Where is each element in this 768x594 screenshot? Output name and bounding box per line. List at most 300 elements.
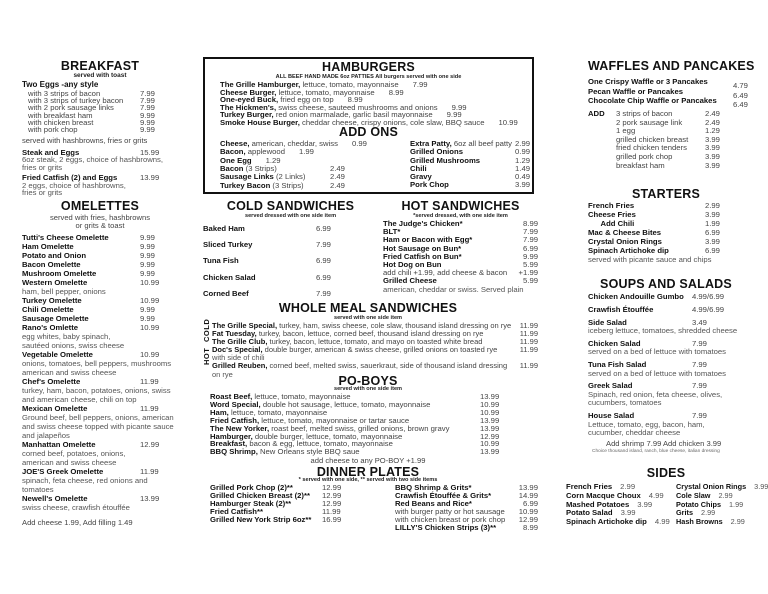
item-detail: double burger, american & swiss cheese, grilled onions on toasted rye (262, 345, 498, 355)
item-name: Crawfish Étouffée & Grits* (395, 490, 492, 500)
item-name: Mushroom Omelette (22, 269, 97, 278)
item-description: with side of chili (212, 353, 265, 363)
breakfast-item (22, 174, 198, 196)
item-description: Ground beef, bell peppers, onions, american (22, 413, 174, 422)
item-price: 1.99 (729, 499, 744, 509)
item-line (588, 293, 768, 302)
item-detail: applewood (245, 147, 285, 157)
item-price: 6.99 (705, 228, 720, 237)
item-description: cucumber, cheddar cheese (588, 428, 681, 438)
item-description: american, cheddar or swiss. Served plain (383, 284, 524, 294)
item-line (588, 237, 763, 246)
waffles-heading: WAFFLES AND PANCAKES (588, 59, 755, 73)
item-price: 10.99 (518, 506, 538, 516)
item-price: 0.49 (515, 172, 530, 182)
item-name: Crystal Onion Rings (676, 482, 747, 491)
item-line (22, 377, 200, 386)
item-price: 11.99 (519, 361, 538, 371)
breakfast-list (22, 149, 198, 196)
hot-side-label: HOT (202, 347, 211, 365)
item-line (383, 220, 538, 228)
item-name: Potato Chips (676, 499, 721, 509)
item-price: 11.99 (519, 321, 538, 330)
item-line (22, 149, 198, 156)
po-boys-heading: PO-BOYS (338, 374, 398, 388)
item-name: Potato and Onion (22, 251, 87, 260)
salad-add-note: Add shrimp 7.99 Add chicken 3.99 (606, 439, 722, 448)
starter-item (588, 210, 763, 219)
item-price: 6.49 (733, 100, 748, 109)
hot-sandwich-item (383, 220, 538, 228)
item-price: 8.99 (523, 522, 538, 532)
item-description: iceberg lettuce, tomatoes, shredded cheese (588, 326, 738, 336)
item-name: Word Special, (210, 399, 261, 409)
item-detail: lettuce, tomato, mayonnaise (300, 80, 399, 89)
item-price: 13.99 (480, 415, 500, 425)
waffle-item (588, 77, 758, 90)
item-name: Hamburger, (210, 431, 253, 441)
item-description: and jalapeños (22, 431, 70, 440)
item-line (395, 524, 538, 532)
item-price: 10.99 (480, 439, 500, 449)
item-name: Greek Salad (588, 381, 633, 391)
starter-item (588, 237, 763, 246)
item-description: tomatoes (22, 485, 54, 494)
item-line (22, 494, 200, 503)
item-name: Red Beans and Rice* (395, 498, 472, 508)
item-price: +1.99 (518, 268, 538, 278)
item-line (22, 404, 200, 413)
item-price: 12.99 (322, 490, 342, 500)
omelette-item (22, 440, 200, 467)
item-name: Ham Omelette (22, 242, 74, 251)
item-line (203, 237, 353, 253)
item-name: Pecan Waffle or Pancakes (588, 86, 683, 96)
item-name: Fried Catfish** (210, 506, 263, 516)
item-name: Hot Sausage on Bun* (383, 243, 462, 253)
item-line (588, 77, 758, 90)
item-name: Turkey Burger, (220, 110, 274, 119)
item-price: 6.49 (733, 90, 748, 100)
item-price: 9.99 (140, 314, 155, 323)
item-price: 13.99 (140, 494, 160, 503)
item-name: Fried Catfish (2) and Eggs (22, 173, 118, 183)
item-line (220, 182, 370, 190)
item-name: Newell's Omelette (22, 494, 88, 503)
item-line (383, 277, 538, 285)
omelette-item (22, 251, 200, 260)
item-price: 3.99 (705, 210, 720, 219)
dinner-plate-item (395, 524, 538, 532)
item-detail: (3 Strips) (270, 180, 304, 190)
item-name: Chef's Omelette (22, 377, 81, 386)
item-detail: bacon & egg, lettuce, tomato, mayonnaise (247, 439, 393, 449)
item-price: 13.99 (480, 392, 500, 401)
omelette-item (22, 467, 200, 494)
item-name: with 3 strips of turkey bacon (28, 96, 124, 106)
item-price: 4.79 (733, 81, 748, 90)
item-name: One Egg (220, 155, 252, 165)
omelette-item (22, 404, 200, 440)
item-name: Baked Ham (203, 224, 245, 233)
item-name: Tuna Fish Salad (588, 360, 647, 370)
two-eggs-label (22, 81, 98, 88)
item-line (22, 251, 200, 260)
cold-sandwich-item (203, 286, 353, 302)
omelette-item (22, 278, 200, 296)
item-name: with 2 pork sausage links (28, 103, 114, 113)
item-price: 1.29 (515, 155, 530, 165)
item-price: 11.99 (519, 345, 538, 355)
omelette-item (22, 269, 200, 278)
cold-sandwich-item (203, 237, 353, 253)
omelette-item (22, 260, 200, 269)
item-name: Bacon Omelette (22, 260, 81, 269)
item-price: 11.99 (140, 377, 159, 386)
item-price: 11.99 (140, 467, 159, 476)
starter-item (588, 219, 763, 228)
item-line (22, 260, 200, 269)
item-name: Breakfast, (210, 439, 248, 449)
item-description: 6oz steak, 2 eggs, choice of hashbrowns, (22, 155, 164, 165)
item-line (588, 246, 763, 255)
egg-option (28, 126, 178, 133)
item-detail: red onion marmalade, garlic basil mayonnaise (273, 110, 433, 119)
item-price: 6.99 (316, 224, 331, 233)
item-name: Fat Tuesday, (212, 329, 257, 339)
item-price: 10.99 (480, 399, 500, 409)
item-line (22, 174, 198, 181)
item-price: 3.99 (705, 143, 720, 153)
item-detail: roast beef, melted swiss, grilled onions, brown gravy (269, 423, 450, 433)
item-detail: corned beef, melted swiss, sauerkraut, side of thousand island dressing (267, 361, 508, 371)
item-description: swiss cheese, crawfish étouffée (22, 503, 130, 512)
item-description: and swiss cheese topped with picante sauce (22, 422, 174, 431)
cold-sandwiches-subtitle: served dressed with one side item (244, 213, 337, 219)
item-name: Hash Browns (676, 517, 723, 527)
item-name: fried chicken tenders (616, 143, 687, 153)
item-name: Mashed Potatoes (566, 499, 630, 509)
item-name: Steak and Eggs (22, 148, 80, 157)
item-price: 7.99 (692, 381, 707, 391)
item-name: BBQ Shrimp & Grits* (395, 483, 472, 492)
item-name: Grilled Cheese (383, 276, 437, 286)
item-name: Bacon (220, 164, 244, 173)
item-name: 2 pork sausage link (616, 117, 683, 127)
item-name: Pork Chop (410, 180, 449, 190)
item-price: 7.99 (316, 240, 331, 250)
omelettes-subtitle-2: or grits & toast (75, 221, 125, 230)
cold-sandwich-item (203, 270, 353, 286)
item-name: Potato Salad (566, 508, 613, 518)
item-description: ham, bell pepper, onions (22, 287, 106, 296)
item-name: Corn Macque Choux (566, 490, 641, 500)
item-price: 10.99 (480, 407, 500, 417)
item-name: Smoke House Burger, (220, 117, 300, 127)
item-line (22, 269, 200, 278)
item-price: 7.99 (523, 227, 538, 237)
item-detail: lettuce, tomato, mayonnaise (276, 87, 375, 97)
waffles-list (588, 77, 758, 109)
item-name: LILLY'S Chicken Strips (3)** (395, 522, 497, 532)
item-name: Ham, (210, 407, 229, 417)
waffle-item (588, 86, 758, 100)
item-name: Hot Dog on Bun (383, 260, 442, 270)
omelette-item (22, 296, 200, 305)
item-price: 4.99 (654, 517, 670, 527)
item-name: Grilled Mushrooms (410, 155, 481, 165)
item-name: The Hickmen's, (220, 102, 277, 112)
item-line (588, 210, 763, 219)
item-price: 9.99 (140, 242, 155, 251)
item-price: 0.99 (515, 147, 530, 157)
item-price: 2.49 (330, 172, 345, 182)
add-label (588, 110, 605, 117)
soup-salad-item (588, 361, 768, 378)
item-name: with breakfast ham (28, 110, 93, 120)
sides-left-list (566, 483, 670, 527)
omelette-item (22, 242, 200, 251)
item-price: 8.99 (523, 219, 538, 228)
item-price: 10.99 (140, 350, 160, 359)
item-name: Sliced Turkey (203, 240, 253, 250)
hamburgers-list (220, 81, 518, 126)
item-description: served on a bed of lettuce with tomatoes (588, 368, 727, 378)
soup-salad-item (588, 412, 768, 438)
item-name: Corned Beef (203, 288, 249, 298)
item-price: 7.99 (692, 360, 707, 370)
side-item (676, 518, 768, 527)
item-name: BLT* (383, 227, 401, 237)
item-price: 3.99 (515, 180, 530, 190)
item-description: fries or grits (22, 162, 63, 172)
item-name: Grilled Pork Chop (2)** (210, 483, 293, 492)
item-price: 7.99 (523, 235, 538, 245)
item-price: 16.99 (322, 514, 342, 524)
item-name: grilled chicken breast (616, 134, 689, 144)
item-price: 10.99 (140, 278, 160, 287)
item-name: Western Omelette (22, 278, 88, 287)
item-price: 1.99 (705, 219, 720, 228)
item-name: The New Yorker, (210, 423, 270, 433)
item-description: cucumbers, tomatoes (588, 398, 662, 408)
item-name: Gravy (410, 172, 432, 182)
item-line (210, 516, 350, 524)
item-price: 4.99/6.99 (692, 304, 725, 314)
item-detail: american, cheddar, swiss (249, 139, 338, 148)
item-price: 3.99 (705, 160, 720, 170)
item-name: Crystal Onion Rings (588, 237, 662, 246)
dinner-plates-right-list (395, 484, 538, 531)
item-detail: with chicken breast or pork chop (395, 514, 506, 524)
waffle-item (588, 96, 758, 109)
item-line (588, 219, 763, 228)
item-detail: lettuce, tomato, mayonnaise or tartar sauce (259, 415, 410, 425)
item-price: 11.99 (322, 506, 341, 516)
item-line (22, 467, 200, 476)
item-price: 3.49 (692, 317, 707, 327)
item-line (22, 296, 200, 305)
item-name: French Fries (566, 482, 613, 491)
item-name: Doc's Special, (212, 345, 263, 355)
po-boys-list (210, 393, 510, 456)
item-price: 3.99 (754, 482, 768, 491)
item-description: and american cheese, chili on top (22, 395, 137, 404)
item-price: 5.99 (523, 260, 538, 270)
item-description: 2 eggs, choice of hashbrowns, (22, 180, 126, 190)
item-name: House Salad (588, 411, 635, 421)
item-name: Bacon, (220, 147, 246, 157)
item-name: Fried Catfish on Bun* (383, 251, 462, 261)
whole-meal-item (212, 346, 538, 362)
item-price: 8.99 (347, 95, 363, 104)
item-name: Chicken Andouille Gumbo (588, 292, 684, 301)
item-line (588, 228, 763, 237)
item-name: Extra Patty, (410, 139, 452, 148)
item-name: grilled pork chop (616, 151, 673, 161)
item-price: 9.99 (140, 251, 155, 260)
item-price: 1.99 (298, 147, 314, 157)
item-line (566, 518, 670, 527)
item-price: 2.99 (701, 508, 716, 518)
item-price: 12.99 (518, 514, 538, 524)
two-eggs-title: Two Eggs -any style (22, 80, 99, 89)
po-boys-note: add cheese to any PO-BOY +1.99 (310, 456, 426, 465)
item-name: Vegetable Omelette (22, 350, 93, 359)
item-line (203, 221, 353, 237)
hot-sandwiches-list (383, 220, 538, 294)
item-detail: double hot sausage, lettuce, tomato, mayonnaise (260, 399, 431, 409)
item-line (28, 126, 178, 133)
breakfast-subtitle: served with toast (73, 72, 127, 79)
item-name: One-eyed Buck, (220, 95, 279, 104)
item-price: 9.99 (446, 110, 462, 119)
item-detail: (2 Links) (273, 172, 306, 182)
item-price: 3.99 (620, 508, 636, 518)
item-name: Fried Catfish, (210, 415, 260, 425)
side-item (566, 518, 670, 527)
item-name: Crawfish Étouffée (588, 304, 654, 314)
item-detail: turkey, bacon, lettuce, tomato, and mayo on toasted white bread (267, 337, 483, 347)
starter-item (588, 201, 763, 210)
item-detail: turkey, ham, swiss cheese, cole slaw, thousand island dressing on rye (277, 321, 512, 330)
waffle-add-list (616, 110, 736, 170)
item-description: turkey, ham, bacon, potatoes, onions, swiss (22, 386, 171, 395)
item-line (588, 96, 758, 109)
item-line (203, 253, 353, 269)
item-name: Grilled New York Strip 6oz** (210, 514, 312, 524)
item-name: with chicken breast (28, 117, 94, 127)
hot-sandwiches-subtitle: *served dressed, with one side item (413, 213, 508, 219)
add-ons-heading: ADD ONS (338, 125, 399, 139)
item-price: 9.99 (140, 110, 155, 120)
item-price: 14.99 (518, 490, 538, 500)
starter-item (588, 228, 763, 237)
item-price: 11.99 (140, 404, 159, 413)
item-name: Chili (410, 163, 427, 173)
item-name: BBQ Shrimp, (210, 447, 258, 457)
item-price: 7.99 (316, 288, 331, 298)
item-detail: (3 Strips) (243, 164, 277, 173)
item-description: egg whites, baby spinach, (22, 332, 111, 341)
item-line (588, 201, 763, 210)
item-price: 6.99 (523, 243, 538, 253)
item-price: 9.99 (140, 260, 155, 269)
item-name: Roast Beef, (210, 392, 253, 401)
item-name: Mexican Omelette (22, 404, 88, 413)
item-name: 1 egg (616, 126, 636, 136)
item-line (410, 157, 530, 165)
item-detail: turkey, bacon, lettuce, corned beef, thousand island dressing on rye (256, 329, 484, 339)
soups-salads-heading: SOUPS AND SALADS (600, 277, 732, 291)
item-description: onions, tomatoes, bell peppers, mushrooms (22, 359, 172, 368)
item-name: Add Chili (588, 219, 635, 228)
item-price: 7.99 (140, 103, 155, 113)
item-price: 9.99 (140, 125, 155, 135)
item-line (588, 382, 768, 391)
item-price: 6.99 (316, 272, 331, 282)
item-line (588, 340, 768, 349)
item-line (22, 350, 200, 359)
item-price: 10.99 (140, 323, 160, 332)
soup-salad-item (588, 293, 768, 302)
omelette-item (22, 377, 200, 404)
dinner-plates-subtitle: * served with one side, ** served with two side items (298, 477, 438, 483)
item-name: French Fries (588, 201, 635, 210)
item-price: 15.99 (140, 148, 160, 157)
item-name: breakfast ham (616, 160, 665, 170)
omelette-item (22, 323, 200, 350)
dressing-note: Choice thousand island, ranch, blue cheese, italian dressing (592, 449, 720, 454)
item-price: 2.49 (330, 180, 345, 190)
item-line (588, 306, 768, 315)
add-ons-right-list (410, 140, 530, 190)
item-line (22, 305, 200, 314)
whole-meal-heading: WHOLE MEAL SANDWICHES (278, 301, 458, 315)
item-line (616, 162, 736, 171)
add-on-item (220, 182, 370, 190)
item-name: JOE'S Greek Omelette (22, 467, 104, 476)
item-price: 2.99 (718, 490, 733, 500)
item-price: 4.99 (648, 490, 664, 500)
item-name: 3 strips of bacon (616, 109, 673, 118)
item-name: Grits (676, 508, 694, 518)
egg-options-list (28, 90, 178, 133)
item-price: 6.99 (316, 256, 331, 266)
item-price: 13.99 (140, 173, 160, 183)
add-on-item (410, 181, 530, 189)
item-price: 7.99 (692, 411, 707, 421)
item-description: american and swiss cheese (22, 368, 117, 377)
item-price: 7.99 (412, 80, 428, 89)
item-name: Spinach Artichoke dip (588, 246, 669, 255)
item-price: 7.99 (140, 96, 155, 106)
item-price: 12.99 (322, 498, 342, 508)
omelette-item (22, 350, 200, 377)
item-price: 3.99 (705, 237, 720, 246)
item-price: 2.49 (705, 117, 720, 127)
item-description: on rye (212, 369, 233, 379)
dinner-plates-left-list (210, 484, 350, 524)
item-price: 9.99 (140, 269, 155, 278)
soup-salad-item (588, 319, 768, 336)
breakfast-item (22, 149, 198, 171)
item-name: One Crispy Waffle or 3 Pancakes (588, 77, 708, 86)
add-ons-left-list-2 (220, 165, 370, 190)
omelettes-subtitle-1: served with fries, hashbrowns (49, 213, 151, 222)
item-price: 1.29 (705, 126, 720, 136)
item-detail: swiss cheese, sauteed mushrooms and onions (276, 102, 438, 112)
